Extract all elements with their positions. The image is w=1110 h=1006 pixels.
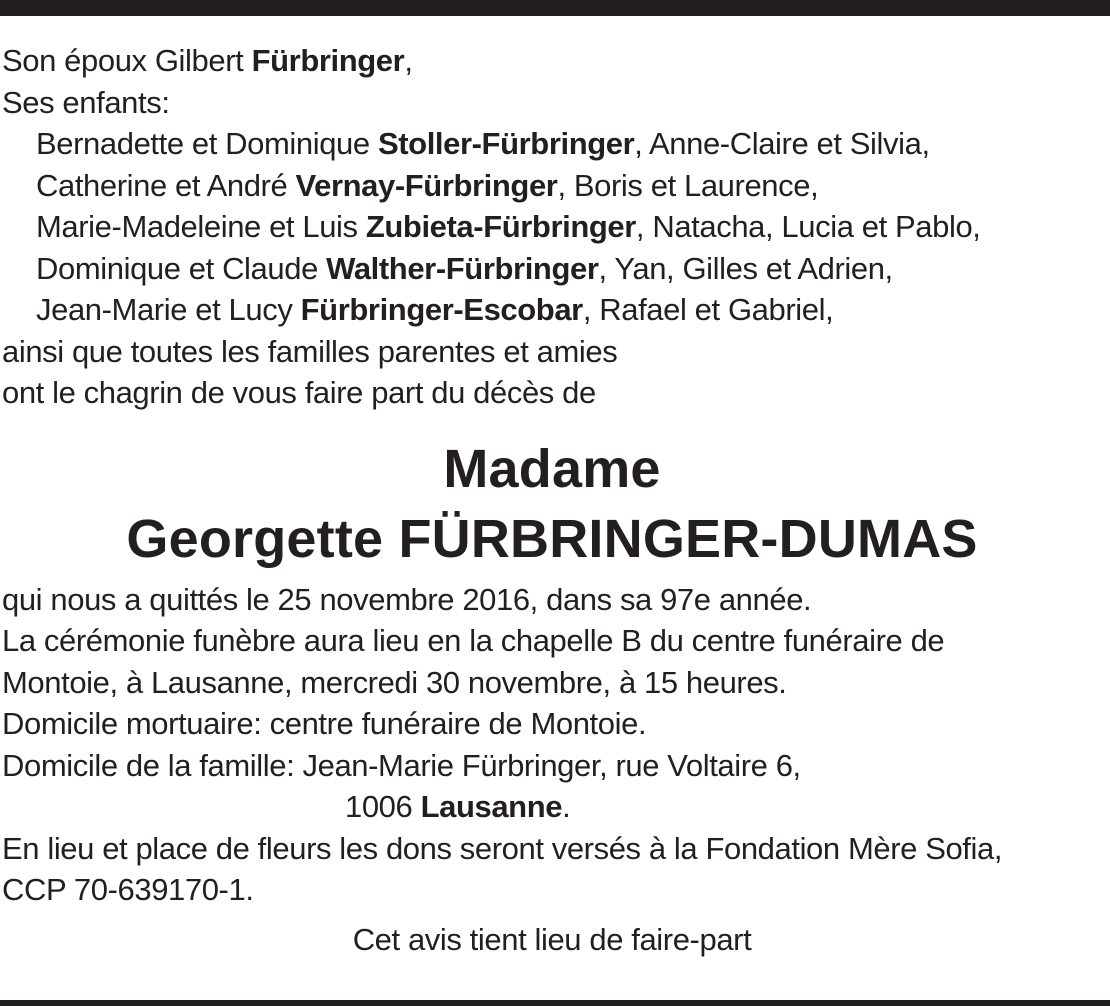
ceremony-line-2: Montoie, à Lausanne, mercredi 30 novembre, à 15 heures.: [2, 664, 787, 700]
passing-line: qui nous a quittés le 25 novembre 2016, dans sa 97e année.: [2, 581, 812, 617]
mortuary-line: Domicile mortuaire: centre funéraire de Montoie.: [2, 706, 647, 741]
family-city-line: 1006 Lausanne.: [345, 789, 571, 824]
bottom-border-rule: [0, 1000, 1110, 1006]
child-line: Dominique et Claude Walther-Fürbringer, Yan, Gilles et Adrien,: [36, 250, 893, 286]
closing-line: Cet avis tient lieu de faire-part: [352, 921, 752, 957]
child-surname: Stoller-Fürbringer: [377, 126, 635, 161]
relatives-line: ainsi que toutes les familles parentes et amies: [2, 333, 618, 369]
death-notice: [2, 40, 1102, 960]
city-name: Lausanne: [420, 789, 563, 824]
child-surname: Vernay-Fürbringer: [295, 167, 558, 203]
spouse-line: Son époux Gilbert Fürbringer,: [2, 43, 413, 78]
deceased-name-block: [2, 434, 1102, 574]
deceased-name: Georgette FÜRBRINGER-DUMAS: [126, 508, 978, 569]
child-line: Bernadette et Dominique Stoller-Fürbringer, Anne-Claire et Silvia,: [36, 126, 930, 161]
child-surname: Walther-Fürbringer: [326, 250, 599, 286]
ceremony-line-1: La cérémonie funèbre aura lieu en la chapelle B du centre funéraire de: [2, 623, 945, 658]
spouse-surname: Fürbringer: [251, 43, 405, 78]
children-label: Ses enfants:: [2, 84, 170, 120]
child-line: Jean-Marie et Lucy Fürbringer-Escobar, Rafael et Gabriel,: [36, 292, 834, 327]
donation-line-1: En lieu et place de fleurs les dons seront versés à la Fondation Mère Sofia,: [2, 830, 1003, 866]
donation-line-2: CCP 70-639170-1.: [2, 872, 254, 907]
child-surname: Zubieta-Fürbringer: [365, 209, 636, 244]
child-surname: Fürbringer-Escobar: [300, 292, 583, 327]
deceased-title: Madame: [443, 438, 661, 499]
announcement-line: ont le chagrin de vous faire part du décès de: [2, 375, 596, 410]
top-border-rule: [0, 0, 1110, 16]
child-line: Catherine et André Vernay-Fürbringer, Boris et Laurence,: [36, 167, 819, 203]
child-line: Marie-Madeleine et Luis Zubieta-Fürbringer, Natacha, Lucia et Pablo,: [36, 209, 981, 244]
family-home-line: Domicile de la famille: Jean-Marie Fürbringer, rue Voltaire 6,: [2, 747, 801, 783]
